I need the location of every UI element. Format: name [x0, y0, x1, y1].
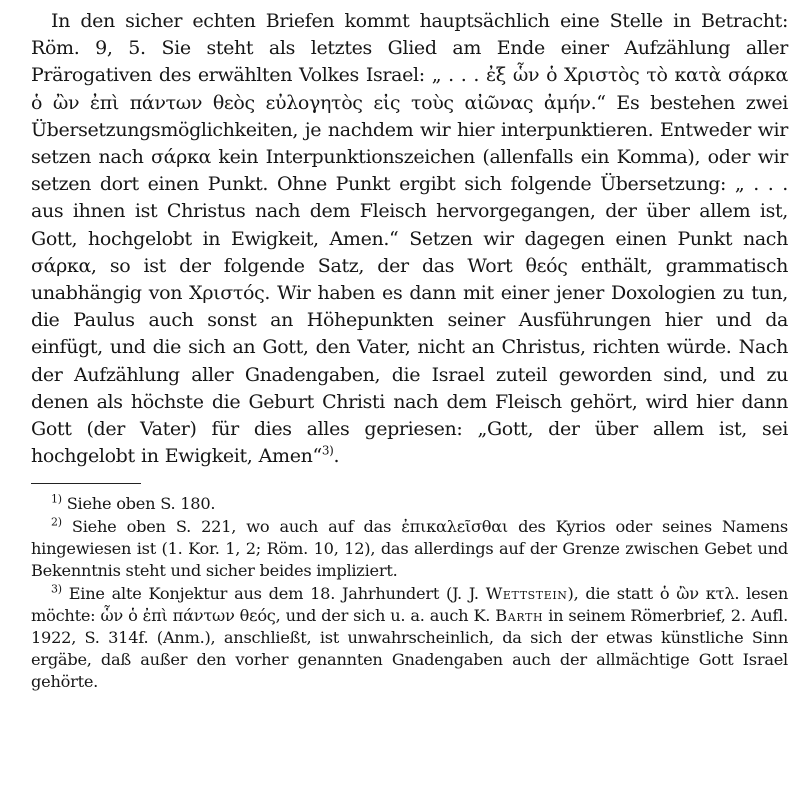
author-name: Barth: [495, 606, 544, 626]
author-name: Wettstein: [485, 584, 568, 604]
footnote-reference: 3): [321, 443, 334, 458]
footnotes: [31, 493, 788, 693]
footnote-2: [31, 516, 788, 582]
paragraph-end: .: [333, 445, 340, 468]
footnote-text: ), die statt ὁ ὢν κτλ. lesen möchte: ὧν ὁ ἐπὶ πάντων θεός, und der sich u. a. auch K.: [31, 584, 788, 626]
footnote-divider: [31, 483, 141, 484]
paragraph-text: In den sicher echten Briefen kommt hauptsächlich eine Stelle in Betracht: Röm. 9, 5. Sie steht als letztes Glied am Ende einer Aufzählung aller Prärogativen des erwählten Volkes Israel: „ . . . ἐξ ὧν ὁ Χριστὸς τὸ κατὰ σάρκα ὁ ὢν ἐπὶ πάντων θεὸς εὐλογητὸς εἰς τοὺς αἰῶνας ἀμήν.“ Es bestehen zwei Übersetzungsmöglichkeiten, je nachdem wir hier interpunktieren. Entweder wir setzen nach σάρκα kein Interpunktionszeichen (allenfalls ein Komma), oder wir setzen dort einen Punkt. Ohne Punkt ergibt sich folgende Übersetzung: „ . . . aus ihnen ist Christus nach dem Fleisch hervorgegangen, der über allem ist, Gott, hochgelobt in Ewigkeit, Amen.“ Setzen wir dagegen einen Punkt nach σάρκα, so ist der folgende Satz, der das Wort θεός enthält, grammatisch unabhängig von Χριστός. Wir haben es dann mit einer jener Doxologien zu tun, die Paulus auch sonst an Höhepunkten seiner Ausführungen hier und da einfügt, und die sich an Gott, den Vater, nicht an Christus, richten würde. Nach der Aufzählung aller Gnadengaben, die Israel zuteil geworden sind, und zu denen als höchste die Geburt Christi nach dem Fleisch gehört, wird hier dann Gott (der Vater) für dies alles gepriesen: „Gott, der über allem ist, sei hochgelobt in Ewigkeit, Amen“: [31, 10, 788, 468]
footnote-text: Siehe oben S. 180.: [61, 494, 216, 514]
footnote-mark: 1): [51, 493, 62, 507]
footnote-text: Siehe oben S. 221, wo auch auf das ἐπικαλεῖσθαι des Kyrios oder seines Namens hingewiesen ist (1. Kor. 1, 2; Röm. 10, 12), das allerdings auf der Grenze zwischen Gebet und Bekenntnis steht und sicher beides impliziert.: [31, 517, 788, 581]
footnote-1: [31, 493, 788, 515]
footnote-mark: 3): [51, 583, 62, 597]
main-text: [31, 8, 788, 470]
book-page: [31, 8, 788, 694]
footnote-3: [31, 583, 788, 693]
footnote-text: in seinem Römerbrief, 2. Aufl. 1922, S. 314f. (Anm.), anschließt, ist unwahrscheinlich, da sich der etwas künstliche Sinn ergäbe, daß außer den vorher genannten Gnadengaben auch der allmächtige Gott Israel gehörte.: [31, 606, 788, 692]
footnote-text: Eine alte Konjektur aus dem 18. Jahrhundert (J. J.: [61, 584, 486, 604]
footnote-mark: 2): [51, 516, 62, 530]
paragraph: [31, 8, 788, 470]
